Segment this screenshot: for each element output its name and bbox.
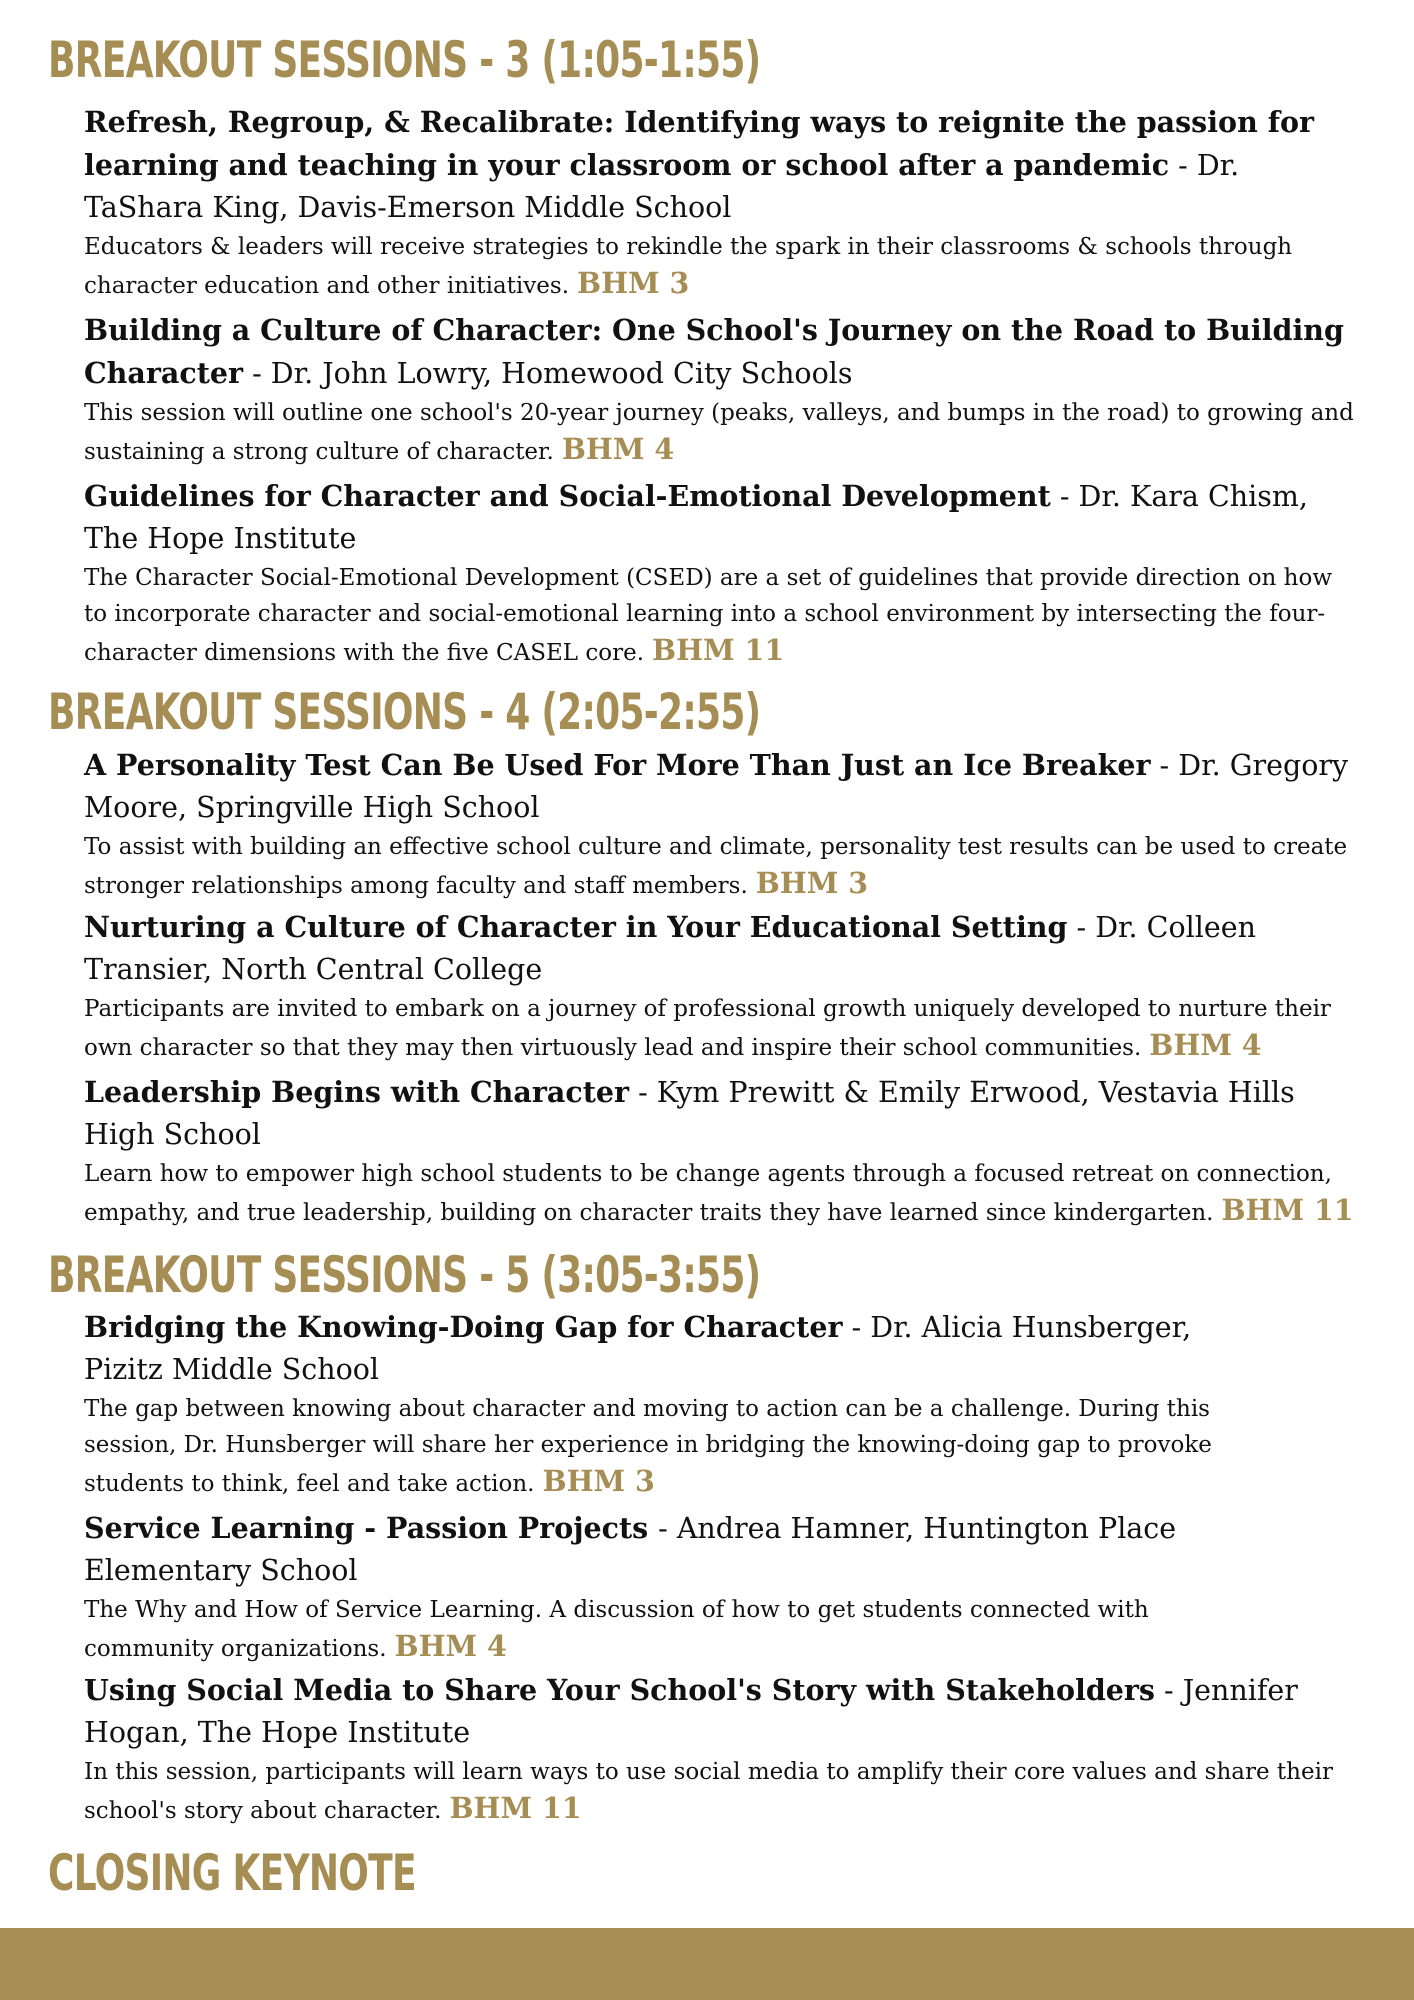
room-label: BHM 11 — [1221, 1193, 1354, 1227]
session-description: To assist with building an effective school culture and climate, personality test results can be used to create stronger relationships among faculty and staff members. — [84, 834, 1348, 899]
session-presenter: - Dr. Gregory Moore, Springville High School — [84, 749, 1349, 824]
session-presenter: - Dr. Alicia Hunsberger, Pizitz Middle School — [84, 1311, 1192, 1386]
section-heading-breakout-3: BREAKOUT SESSIONS - 3 (1:05-1:55) — [48, 31, 761, 89]
session-title: Building a Culture of Character: One School's Journey on the Road to Building Character — [84, 313, 1344, 390]
session-presenter: - Dr. John Lowry, Homewood City Schools — [243, 357, 853, 390]
room-label: BHM 11 — [652, 633, 785, 667]
session-refresh-regroup — [84, 101, 1354, 304]
room-label: BHM 3 — [542, 1464, 655, 1498]
session-description: In this session, participants will learn ways to use social media to amplify their core values and share their school's story about character. — [84, 1759, 1333, 1824]
session-building-culture — [84, 309, 1354, 470]
session-nurturing-culture — [84, 906, 1354, 1066]
session-description: The Why and How of Service Learning. A discussion of how to get students connected with community organizations. — [84, 1597, 1149, 1662]
session-title: Bridging the Knowing-Doing Gap for Character — [84, 1310, 843, 1344]
session-leadership-begins — [84, 1071, 1354, 1231]
session-description: This session will outline one school's 20-year journey (peaks, valleys, and bumps in the road) to growing and sustaining a strong culture of character. — [84, 400, 1354, 465]
session-description: Participants are invited to embark on a journey of professional growth uniquely developed to nurture their own character so that they may then virtuously lead and inspire their school communities. — [84, 996, 1331, 1061]
session-title: Guidelines for Character and Social-Emotional Development — [84, 479, 1051, 513]
room-label: BHM 4 — [1149, 1028, 1262, 1062]
session-description: The gap between knowing about character and moving to action can be a challenge. During this session, Dr. Hunsberger will share her experience in bridging the knowing-doing gap to provoke students to think, feel and take action. — [84, 1396, 1212, 1497]
session-title: Service Learning - Passion Projects — [84, 1511, 659, 1545]
session-title: A Personality Test Can Be Used For More Than Just an Ice Breaker — [84, 748, 1151, 782]
room-label: BHM 3 — [577, 266, 690, 300]
session-social-media — [84, 1669, 1354, 1829]
session-presenter: - Dr. TaShara King, Davis-Emerson Middle School — [84, 149, 1240, 224]
session-description: The Character Social-Emotional Development (CSED) are a set of guidelines that provide direction on how to incorporate character and social-emotional learning into a school environment by intersecting the four-character dimensions with the five CASEL core. — [84, 565, 1333, 666]
session-title: Using Social Media to Share Your School's Story with Stakeholders — [84, 1673, 1155, 1707]
session-service-learning — [84, 1507, 1234, 1667]
session-description: Educators & leaders will receive strategies to rekindle the spark in their classrooms & schools through character education and other initiatives. — [84, 234, 1293, 299]
session-presenter: - Jennifer Hogan, The Hope Institute — [84, 1674, 1298, 1749]
session-description: Learn how to empower high school students to be change agents through a focused retreat on connection, empathy, and true leadership, building on character traits they have learned since kindergarten. — [84, 1161, 1332, 1226]
section-heading-closing-keynote: CLOSING KEYNOTE — [48, 1844, 416, 1902]
session-knowing-doing-gap — [84, 1306, 1234, 1502]
room-label: BHM 4 — [394, 1629, 507, 1663]
session-personality-test — [84, 744, 1354, 904]
room-label: BHM 4 — [561, 432, 675, 466]
session-title: Refresh, Regroup, & Recalibrate: Identifying ways to reignite the passion for learning and teaching in your classroom or school after a pandemic — [84, 105, 1314, 182]
session-guidelines-csed — [84, 475, 1354, 671]
session-presenter: - Dr. Colleen Transier, North Central College — [84, 911, 1256, 986]
session-presenter: - Dr. Kara Chism, The Hope Institute — [84, 480, 1308, 555]
room-label: BHM 11 — [449, 1791, 582, 1825]
footer-accent-bar — [0, 1928, 1414, 2000]
session-presenter: - Kym Prewitt & Emily Erwood, Vestavia Hills High School — [84, 1076, 1295, 1151]
session-presenter: - Andrea Hamner, Huntington Place Elementary School — [84, 1512, 1177, 1587]
session-title: Leadership Begins with Character — [84, 1075, 630, 1109]
section-heading-breakout-4: BREAKOUT SESSIONS - 4 (2:05-2:55) — [48, 683, 761, 741]
room-label: BHM 3 — [755, 866, 869, 900]
section-heading-breakout-5: BREAKOUT SESSIONS - 5 (3:05-3:55) — [48, 1246, 761, 1304]
session-title: Nurturing a Culture of Character in Your Educational Setting — [84, 910, 1068, 944]
